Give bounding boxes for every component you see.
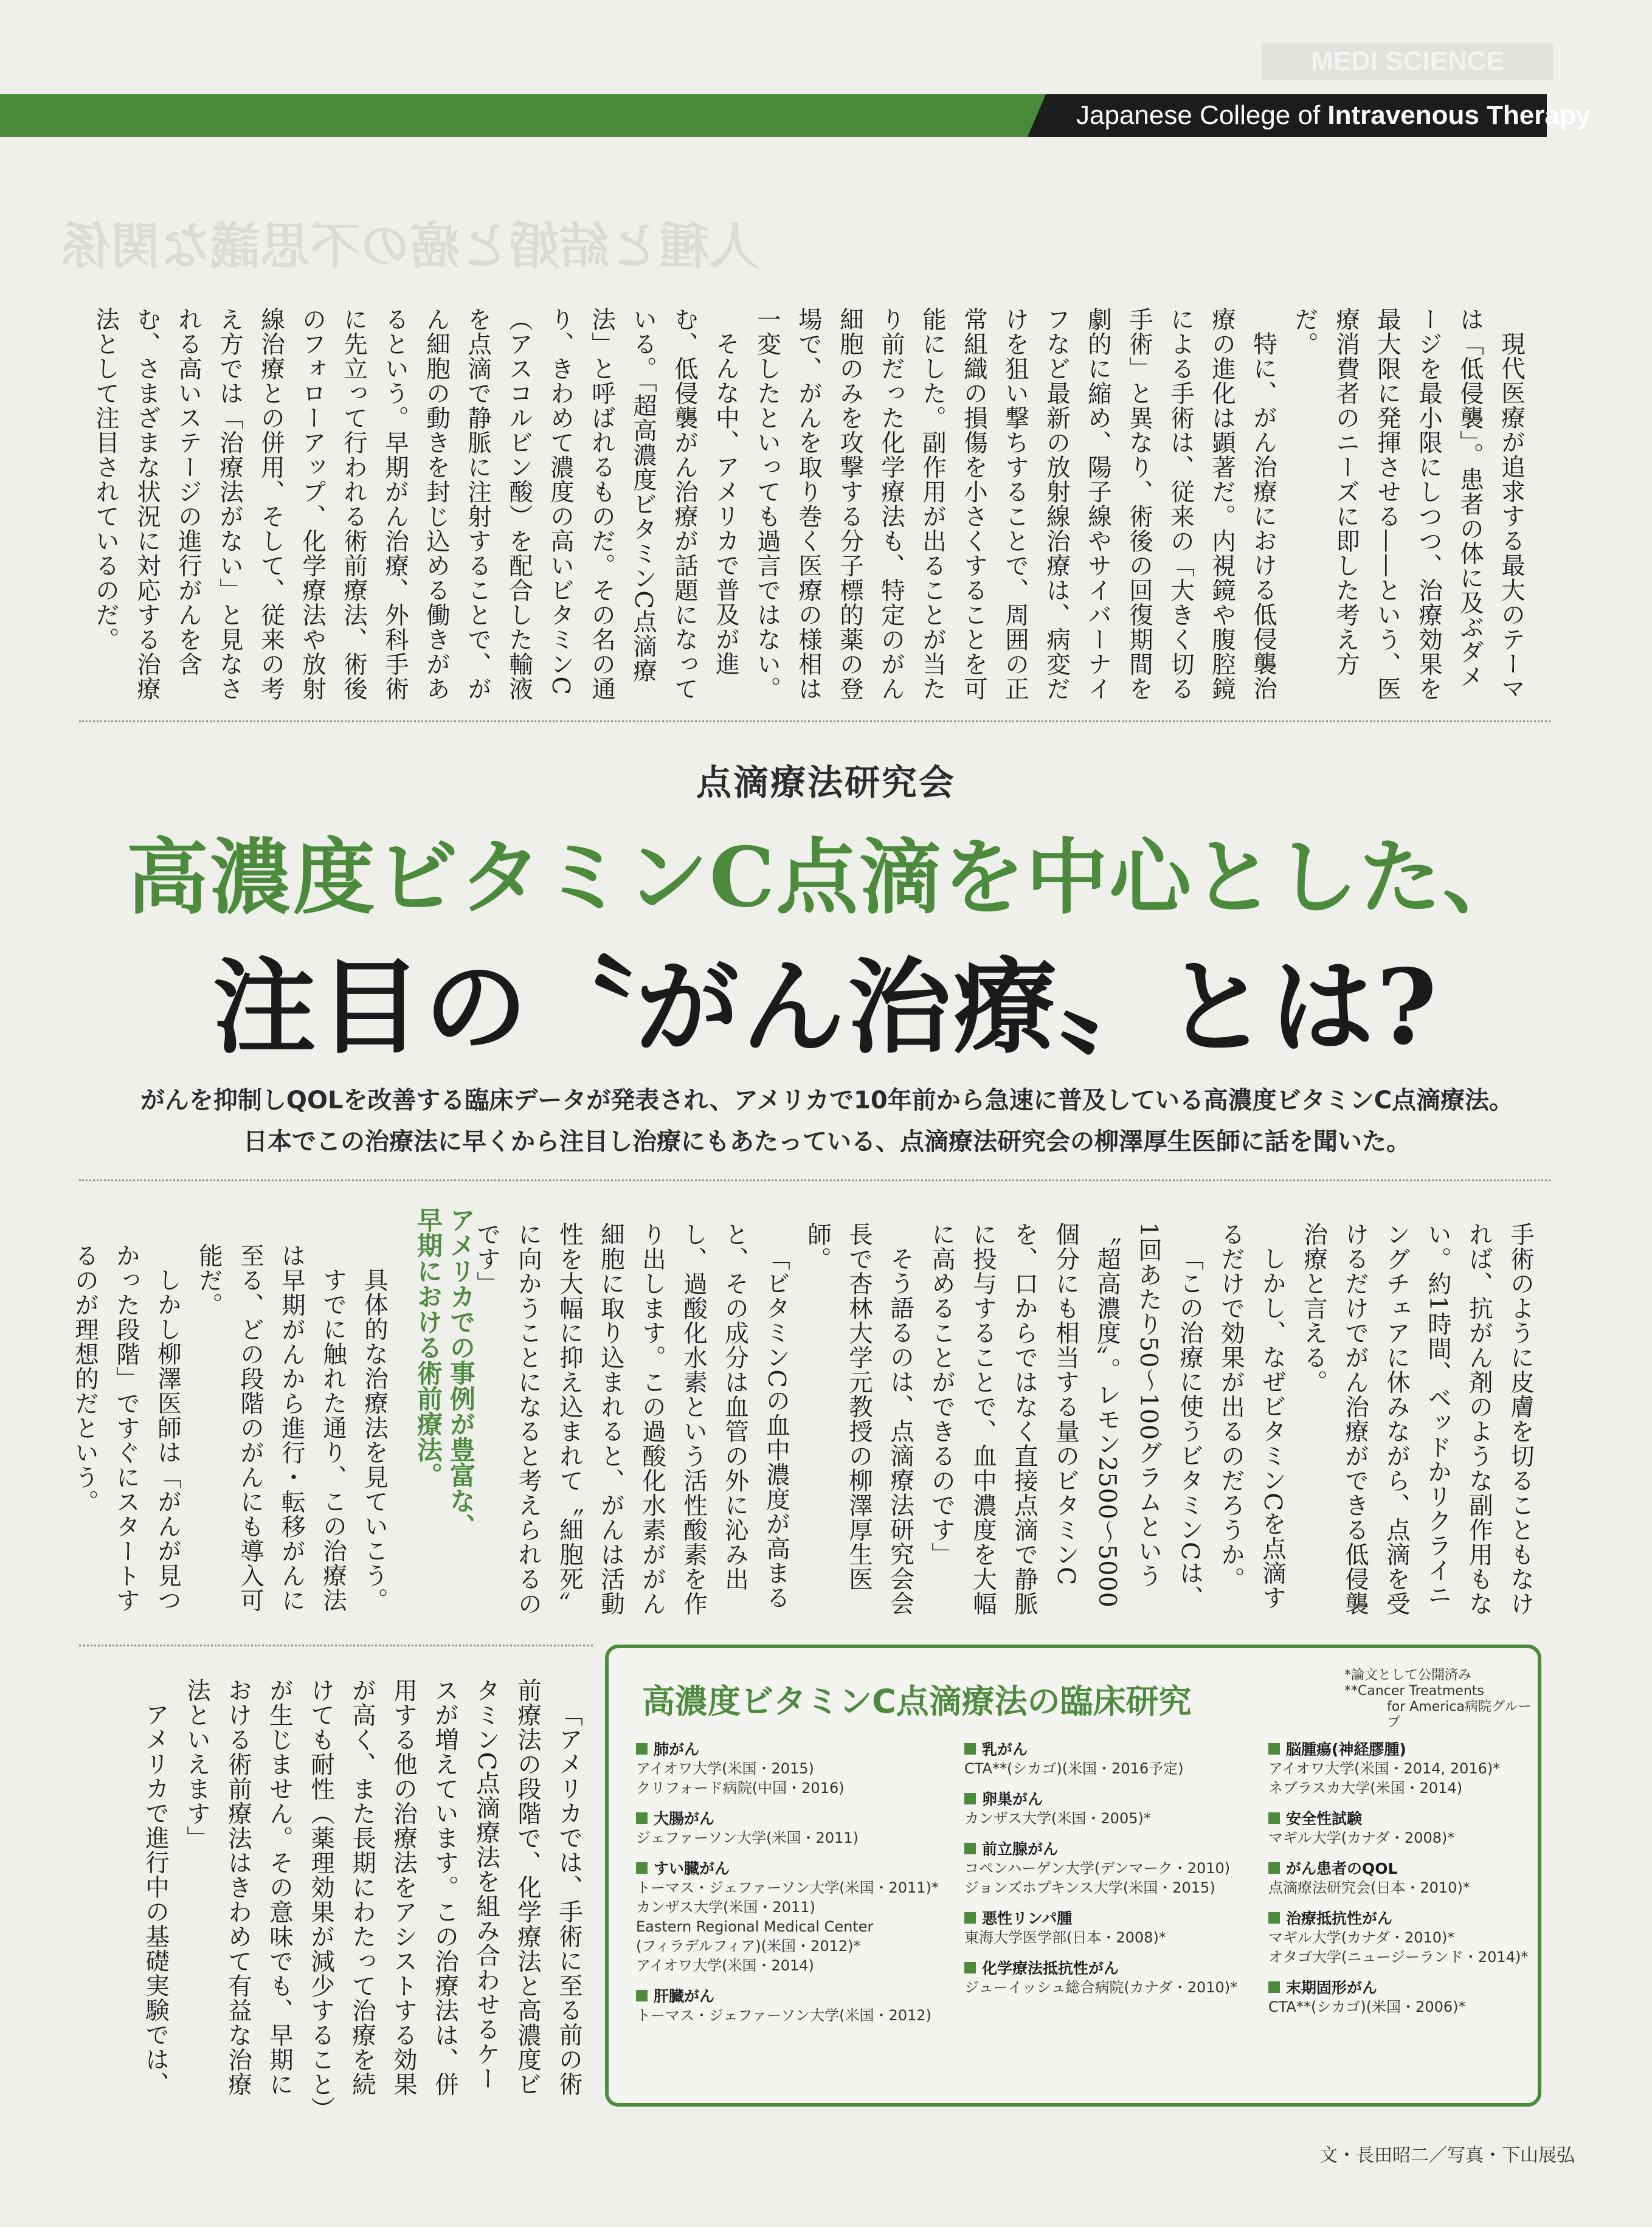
study-category bbox=[1268, 1907, 1528, 1928]
study-entry: ジューイッシュ総合病院(カナダ・2010)* bbox=[964, 1979, 1238, 1996]
show-through-heading: 人種と結婚と癌の不思議な関係 bbox=[61, 218, 759, 275]
square-bullet-icon bbox=[1268, 1812, 1280, 1824]
study-category bbox=[1268, 1977, 1528, 1997]
study-entry: カンザス大学(米国・2005)* bbox=[964, 1810, 1151, 1827]
paragraph: 「ビタミンCの血中濃度が高まると、その成分は血管の外に沁み出し、過酸化水素という活性酸素を作り出します。この過酸化水素ががん細胞に取り込まれると、がんは活動性を大幅に抑え込まれて〝細胞死〟に向かうことになると考えられるのです」 bbox=[473, 1222, 790, 1616]
subhead-line-2: 早期における術前療法。 bbox=[413, 1207, 443, 1488]
body-column-right bbox=[473, 1222, 1541, 1617]
study-entry: クリフォード病院(中国・2016) bbox=[636, 1780, 845, 1797]
study-entry: CTA**(シカゴ)(米国・2016予定) bbox=[964, 1760, 1184, 1777]
section-tag: MEDI SCIENCE bbox=[1262, 43, 1554, 80]
note-cta: **Cancer Treatments bbox=[1344, 1683, 1484, 1699]
study-category bbox=[1268, 1738, 1528, 1759]
divider-middle bbox=[79, 1179, 1550, 1181]
subhead-line-1: アメリカでの事例が豊富な、 bbox=[446, 1207, 476, 1539]
square-bullet-icon bbox=[964, 1912, 976, 1924]
study-category bbox=[964, 1838, 1237, 1859]
square-bullet-icon bbox=[1268, 1981, 1280, 1993]
study-category bbox=[1268, 1857, 1528, 1878]
square-bullet-icon bbox=[636, 1990, 648, 2001]
square-bullet-icon bbox=[636, 1862, 648, 1874]
paragraph: そう語るのは、点滴療法研究会会長で杏林大学元教授の柳澤厚生医師。 bbox=[804, 1222, 914, 1615]
study-category-label: 卵巣がん bbox=[982, 1790, 1043, 1808]
paragraph: アメリカで進行中の基礎実験では、 bbox=[142, 1702, 170, 2096]
square-bullet-icon bbox=[964, 1843, 976, 1854]
study-category-label: がん患者のQOL bbox=[1286, 1860, 1398, 1877]
study-category-label: 脳腫瘍(神経膠腫) bbox=[1286, 1741, 1406, 1758]
study-category bbox=[964, 1957, 1237, 1978]
lead-line-1: がんを抑制しQOLを改善する臨床データが発表され、アメリカで10年前から急速に普及している高濃度ビタミンC点滴療法。 bbox=[140, 1086, 1514, 1114]
study-category bbox=[636, 1738, 939, 1759]
study-entry: コペンハーゲン大学(デンマーク・2010) bbox=[964, 1860, 1231, 1877]
study-category-label: 治療抵抗性がん bbox=[1286, 1910, 1393, 1927]
study-entry: CTA**(シカゴ)(米国・2006)* bbox=[1268, 1998, 1466, 2015]
study-category-label: 末期固形がん bbox=[1286, 1979, 1378, 1997]
study-entry: トーマス・ジェファーソン大学(米国・2012) bbox=[636, 2007, 931, 2024]
study-entry: アイオワ大学(米国・2014, 2016)* bbox=[1268, 1760, 1501, 1777]
paragraph: しかし、なぜビタミンCを点滴するだけで効果が出るのだろうか。 bbox=[1217, 1222, 1287, 1610]
paragraph: しかし柳澤医師は「がんが見つかった段階」ですぐにスタートするのが理想的だという。 bbox=[71, 1243, 182, 1613]
study-category bbox=[964, 1788, 1237, 1809]
clinical-studies-box bbox=[605, 1645, 1541, 2107]
paragraph: 具体的な治療法を見ていこう。 bbox=[361, 1267, 389, 1612]
study-entry: (フィラデルフィア)(米国・2012)* bbox=[636, 1938, 861, 1955]
square-bullet-icon bbox=[964, 1743, 976, 1755]
title-line-2: 注目の〝がん治療〟とは? bbox=[212, 947, 1440, 1068]
study-category bbox=[636, 1985, 939, 2006]
study-entry: マギル大学(カナダ・2010)* bbox=[1268, 1929, 1455, 1946]
study-category bbox=[636, 1857, 939, 1878]
study-category-label: 大腸がん bbox=[654, 1810, 715, 1828]
study-category bbox=[964, 1738, 1237, 1759]
studies-column-3 bbox=[1268, 1738, 1528, 2017]
intro-column bbox=[79, 307, 1532, 708]
studies-box-notes bbox=[1344, 1668, 1538, 1731]
paragraph: 現代医療が追求する最大のテーマは「低侵襲」。患者の体に及ぶダメージを最小限にしつつ、治療効果を最大限に発揮させる——という、医療消費者のニーズに即した考え方だ。 bbox=[1291, 307, 1526, 701]
paragraph: 手術のように皮膚を切ることもなければ、抗がん剤のような副作用もない。約1時間、ベッドかリクライニングチェアに休みながら、点滴を受けるだけでがん治療ができる低侵襲治療と言える。 bbox=[1300, 1222, 1535, 1616]
body-column-bottom bbox=[79, 1678, 590, 2110]
study-category-label: すい臓がん bbox=[654, 1860, 730, 1877]
organization-name: 点滴療法研究会 bbox=[696, 762, 956, 803]
study-entry: マギル大学(カナダ・2008)* bbox=[1268, 1829, 1455, 1846]
study-entry: Eastern Regional Medical Center bbox=[636, 1918, 874, 1935]
square-bullet-icon bbox=[1268, 1743, 1280, 1755]
divider-top bbox=[79, 720, 1550, 722]
study-category-label: 悪性リンパ腫 bbox=[982, 1910, 1073, 1927]
studies-column-2 bbox=[964, 1738, 1237, 1997]
study-category-label: 安全性試験 bbox=[1286, 1810, 1363, 1828]
study-entry: ジョンズホプキンス大学(米国・2015) bbox=[964, 1879, 1215, 1896]
paragraph: 「アメリカでは、手術に至る前の術前療法の段階で、化学療法と高濃度ビタミンC点滴療法を組み合わせるケースが増えています。この治療法は、併用する他の治療法をアシストする効果が高く、また長期にわたって治療を続けても耐性（薬理効果が減少すること）が生じません。その意味でも、早期における術前療法はきわめて有益な治療法といえます」 bbox=[183, 1678, 583, 2110]
square-bullet-icon bbox=[636, 1812, 648, 1824]
study-category bbox=[1268, 1807, 1528, 1828]
study-category-label: 化学療法抵抗性がん bbox=[982, 1959, 1119, 1977]
body-column-left bbox=[71, 1243, 395, 1620]
header-green-bar bbox=[0, 94, 1046, 137]
study-category-label: 肺がん bbox=[654, 1741, 700, 1758]
paragraph: そんな中、アメリカで普及が進む、低侵襲がん治療が話題になっている。「超高濃度ビタミンC点滴療法」と呼ばれるものだ。その名の通り、きわめて濃度の高いビタミンC（アスコルビン酸）を配合した輸液を点滴で静脈に注射することで、がん細胞の動きを封じ込める働きがあるという。早期がん治療、外科手術に先立って行われる術前療法、術後のフォローアップ、化学療法や放射線治療との併用、そして、従来の考え方では「治療法がない」と見なされる高いステージの進行がんを含む、さまざまな状況に対応する治療法として注目されているのだ。 bbox=[92, 307, 740, 701]
study-entry: カンザス大学(米国・2011) bbox=[636, 1899, 815, 1916]
title-line-1: 高濃度ビタミンC点滴を中心とした、 bbox=[126, 829, 1526, 925]
paragraph: 特に、がん治療における低侵襲治療の進化は顕著だ。内視鏡や腹腔鏡による手術は、従来の「大きく切る手術」と異なり、術後の回復期間を劇的に縮め、陽子線やサイバーナイフなど最新の放射線治療は、病変だけを狙い撃ちすることで、周囲の正常組織の損傷を小さくすることを可能にした。副作用が出ることが当たり前だった化学療法も、特定のがん細胞のみを攻撃する分子標的薬の登場で、がんを取り巻く医療の様相は一変したといっても過言ではない。 bbox=[753, 307, 1277, 701]
study-category-label: 肝臓がん bbox=[654, 1987, 715, 2005]
study-entry: アイオワ大学(米国・2014) bbox=[636, 1957, 814, 1974]
paragraph: 「この治療に使うビタミンCは、1回あたり50～100グラムという〝超高濃度〟。レモン2500～5000個分にも相当する量のビタミンCを、口からではなく直接点滴で静脈に投与することで、血中濃度を大幅に高めることができるのです」 bbox=[928, 1222, 1204, 1616]
photo-credit: 文・長田昭二／写真・下山展弘 bbox=[1319, 2145, 1575, 2166]
studies-box-title: 高濃度ビタミンC点滴療法の臨床研究 bbox=[642, 1682, 1192, 1721]
square-bullet-icon bbox=[1268, 1912, 1280, 1924]
note-cta-group: for America病院グループ bbox=[1387, 1699, 1532, 1730]
lead-line-2: 日本でこの治療法に早くから注目し治療にもあたっている、点滴療法研究会の柳澤厚生医師に話を聞いた。 bbox=[243, 1128, 1411, 1156]
study-entry: ネブラスカ大学(米国・2014) bbox=[1268, 1780, 1463, 1797]
square-bullet-icon bbox=[1268, 1862, 1280, 1874]
study-entry: 点滴療法研究会(日本・2010)* bbox=[1268, 1879, 1470, 1896]
study-entry: ジェファーソン大学(米国・2011) bbox=[636, 1829, 859, 1846]
study-category-label: 乳がん bbox=[982, 1741, 1028, 1758]
study-entry: アイオワ大学(米国・2015) bbox=[636, 1760, 814, 1777]
study-entry: トーマス・ジェファーソン大学(米国・2011)* bbox=[636, 1879, 939, 1896]
square-bullet-icon bbox=[636, 1743, 648, 1755]
header-brand: Japanese College of Intravenous Therapy bbox=[1076, 100, 1591, 130]
study-entry: オタゴ大学(ニュージーランド・2014)* bbox=[1268, 1949, 1529, 1966]
note-published: *論文として公開済み bbox=[1344, 1668, 1472, 1683]
study-category-label: 前立腺がん bbox=[982, 1840, 1059, 1858]
studies-column-1 bbox=[636, 1738, 939, 2025]
study-category bbox=[636, 1807, 939, 1828]
study-entry: 東海大学医学部(日本・2008)* bbox=[964, 1929, 1166, 1946]
subhead bbox=[404, 1207, 477, 1547]
divider-lower-left bbox=[79, 1645, 593, 1646]
study-category bbox=[964, 1907, 1237, 1928]
square-bullet-icon bbox=[964, 1793, 976, 1804]
square-bullet-icon bbox=[964, 1962, 976, 1973]
paragraph: すでに触れた通り、この治療法は早期がんから進行・転移がんに至る、どの段階のがんにも導入可能だ。 bbox=[195, 1243, 347, 1613]
